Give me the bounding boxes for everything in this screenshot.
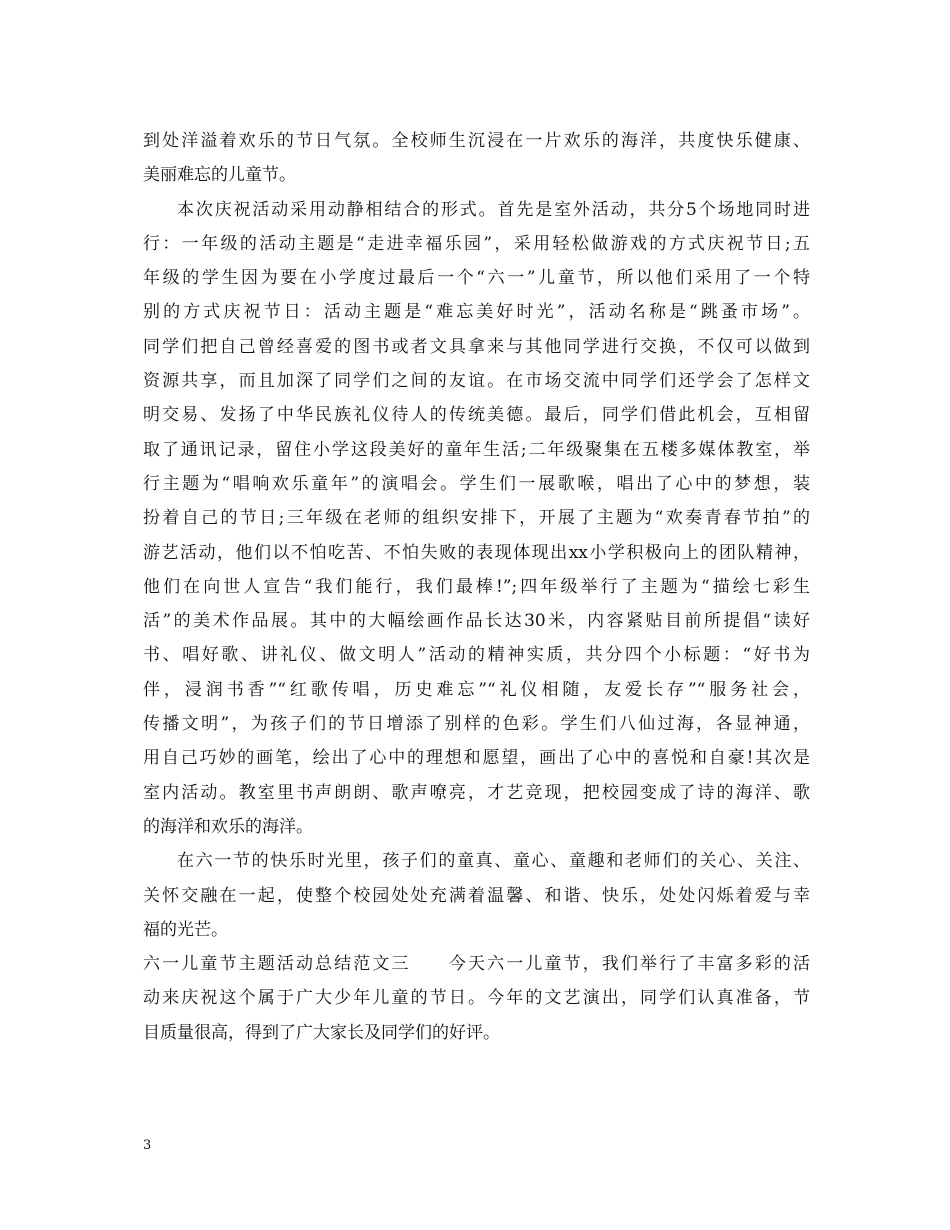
text-line: 活”的美术作品展。其中的大幅绘画作品长达30米，内容紧贴目前所提倡“读好 [143, 611, 810, 632]
text-line: 书、唱好歌、讲礼仪、做文明人”活动的精神实质，共分四个小标题：“好书为 [143, 645, 810, 666]
text-line: 行主题为“唱响欢乐童年”的演唱会。学生们一展歌喉，唱出了心中的梦想，装 [143, 473, 810, 494]
text-line: 行：一年级的活动主题是“走进幸福乐园”，采用轻松做游戏的方式庆祝节日;五 [143, 233, 810, 254]
text-line: 扮着自己的节日;三年级在老师的组织安排下，开展了主题为“欢奏青春节拍”的 [143, 508, 810, 529]
text-line: 在六一节的快乐时光里，孩子们的童真、童心、童趣和老师们的关心、关注、 [177, 851, 810, 872]
text-line: 传播文明”，为孩子们的节日增添了别样的色彩。学生们八仙过海，各显神通， [143, 714, 810, 735]
text-line: 年级的学生因为要在小学度过最后一个“六一”儿童节，所以他们采用了一个特 [143, 268, 810, 289]
text-line: 用自己巧妙的画笔，绘出了心中的理想和愿望，画出了心中的喜悦和自豪!其次是 [143, 748, 810, 769]
text-line: 他们在向世人宣告“我们能行，我们最棒!”;四年级举行了主题为“描绘七彩生 [143, 576, 810, 597]
text-line: 美丽难忘的儿童节。 [143, 165, 296, 186]
text-line: 的海洋和欢乐的海洋。 [143, 816, 313, 837]
text-line: 资源共享，而且加深了同学们之间的友谊。在市场交流中同学们还学会了怎样文 [143, 371, 810, 392]
body-text [143, 124, 810, 1050]
text-line: 福的光芒。 [143, 919, 228, 940]
text-line: 目质量很高，得到了广大家长及同学们的好评。 [143, 1022, 500, 1043]
text-line: 本次庆祝活动采用动静相结合的形式。首先是室外活动，共分5个场地同时进 [177, 199, 810, 220]
text-line: 明交易、发扬了中华民族礼仪待人的传统美德。最后，同学们借此机会，互相留 [143, 405, 810, 426]
text-line: 游艺活动，他们以不怕吃苦、不怕失败的表现体现出xx小学积极向上的团队精神， [143, 542, 810, 563]
text-line: 六一儿童节主题活动总结范文三 今天六一儿童节，我们举行了丰富多彩的活 [143, 954, 810, 975]
text-line: 同学们把自己曾经喜爱的图书或者文具拿来与其他同学进行交换，不仅可以做到 [143, 336, 810, 357]
text-line: 到处洋溢着欢乐的节日气氛。全校师生沉浸在一片欢乐的海洋，共度快乐健康、 [143, 131, 810, 151]
text-line: 别的方式庆祝节日：活动主题是“难忘美好时光”，活动名称是“跳蚤市场”。 [143, 302, 810, 323]
text-line: 取了通讯记录，留住小学这段美好的童年生活;二年级聚集在五楼多媒体教室，举 [143, 439, 810, 460]
text-line: 室内活动。教室里书声朗朗、歌声嘹亮，才艺竞现，把校园变成了诗的海洋、歌 [143, 782, 810, 803]
text-line: 伴，浸润书香”“红歌传唱，历史难忘”“礼仪相随，友爱长存”“服务社会， [143, 679, 810, 700]
text-line: 动来庆祝这个属于广大少年儿童的节日。今年的文艺演出，同学们认真准备，节 [143, 988, 810, 1009]
page-number: 3 [143, 1138, 152, 1153]
text-line: 关怀交融在一起，使整个校园处处充满着温馨、和谐、快乐，处处闪烁着爱与幸 [143, 885, 810, 906]
